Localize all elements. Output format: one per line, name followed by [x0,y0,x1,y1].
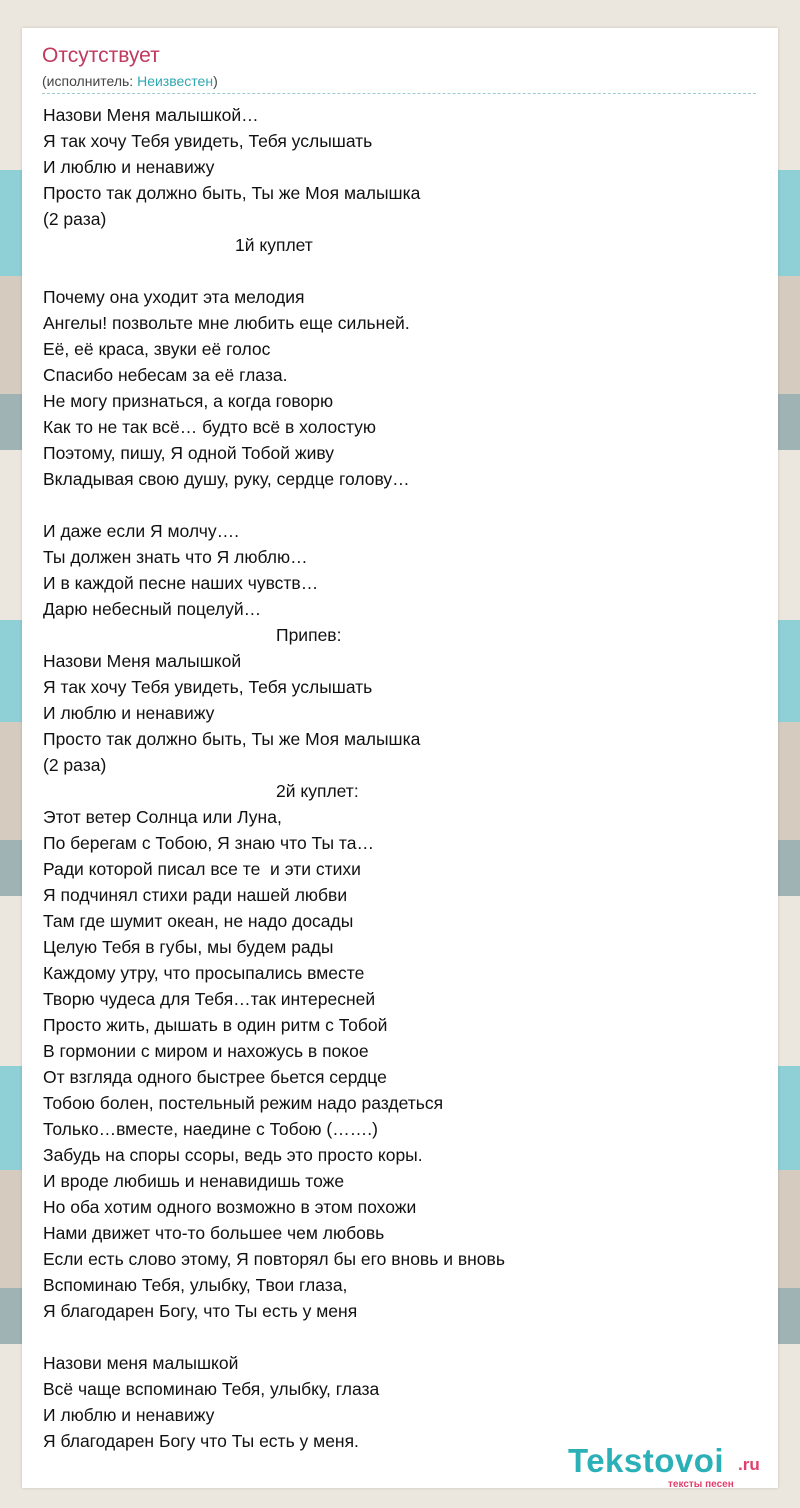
lyric-line: Этот ветер Солнца или Луна, [43,807,282,827]
lyric-line: И люблю и ненавижу [43,157,215,177]
lyric-line: Ради которой писал все те и эти стихи [43,859,361,879]
lyric-line: Просто так должно быть, Ты же Моя малышка [43,183,421,203]
lyric-line: Если есть слово этому, Я повторял бы его вновь и вновь [43,1249,505,1269]
artist-link[interactable]: Неизвестен [137,73,214,89]
lyric-line: Почему она уходит эта мелодия [43,287,305,307]
lyric-line: От взгляда одного быстрее бьется сердце [43,1067,387,1087]
lyric-line: Всё чаще вспоминаю Тебя, улыбку, глаза [43,1379,380,1399]
lyrics-card [22,28,778,1488]
lyric-line: Творю чудеса для Тебя…так интересней [43,989,376,1009]
lyric-line: Припев: [276,625,342,645]
lyric-line: Там где шумит океан, не надо досады [43,911,354,931]
lyric-line: Я благодарен Богу, что Ты есть у меня [43,1301,358,1321]
lyric-line: По берегам с Тобою, Я знаю что Ты та… [43,833,374,853]
lyric-line: (2 раза) [43,209,107,229]
artist-prefix: (исполнитель: [42,73,138,89]
lyric-line: В гормонии с миром и нахожусь в покое [43,1041,369,1061]
artist-suffix: ) [213,73,218,89]
lyric-line: Поэтому, пишу, Я одной Тобой живу [43,443,335,463]
lyric-line: (2 раза) [43,755,107,775]
site-logo[interactable] [568,1442,778,1494]
lyric-line: Я так хочу Тебя увидеть, Тебя услышать [43,677,373,697]
lyric-line: Ты должен знать что Я люблю… [43,547,308,567]
lyric-line: Ангелы! позвольте мне любить еще сильней. [43,313,410,333]
lyric-line: 1й куплет [235,235,313,255]
lyric-line: Дарю небесный поцелуй… [43,599,262,619]
lyric-line: Но оба хотим одного возможно в этом похожи [43,1197,417,1217]
lyric-line: Просто жить, дышать в один ритм с Тобой [43,1015,388,1035]
lyric-line: И вроде любишь и ненавидишь тоже [43,1171,345,1191]
artist-line [42,73,218,89]
logo-wordmark: Tekstovoi [568,1442,725,1479]
lyric-line: И в каждой песне наших чувств… [43,573,319,593]
lyric-line: Её, её краса, звуки её голос [43,339,271,359]
lyric-line: Только…вместе, наедине с Тобою (…….) [43,1119,378,1139]
lyric-line: Я так хочу Тебя увидеть, Тебя услышать [43,131,373,151]
lyric-line: Вкладывая свою душу, руку, сердце голову… [43,469,410,489]
lyric-line: Назови Меня малышкой… [43,105,259,125]
logo-tagline: тексты песен [668,1479,734,1490]
lyrics-text [43,102,763,1454]
lyric-line: Целую Тебя в губы, мы будем рады [43,937,334,957]
lyric-line: Назови меня малышкой [43,1353,239,1373]
lyric-line: Я подчинял стихи ради нашей любви [43,885,348,905]
song-title: Отсутствует [42,44,160,67]
lyric-line [43,258,763,284]
lyric-line: Забудь на споры ссоры, ведь это просто коры. [43,1145,423,1165]
lyric-line: Просто так должно быть, Ты же Моя малышка [43,729,421,749]
lyric-line [43,492,763,518]
lyric-line: И люблю и ненавижу [43,703,215,723]
lyric-line: 2й куплет: [276,781,359,801]
lyric-line: Я благодарен Богу что Ты есть у меня. [43,1431,359,1451]
lyric-line: Спасибо небесам за её глаза. [43,365,288,385]
lyric-line: Как то не так всё… будто всё в холостую [43,417,377,437]
lyric-line: Тобою болен, постельный режим надо раздеться [43,1093,444,1113]
logo-domain: .ru [738,1455,760,1474]
title-divider [42,93,756,94]
lyric-line: Нами движет что-то большее чем любовь [43,1223,385,1243]
lyric-line: И даже если Я молчу…. [43,521,239,541]
lyric-line: Каждому утру, что просыпались вместе [43,963,365,983]
lyric-line: Вспоминаю Тебя, улыбку, Твои глаза, [43,1275,348,1295]
lyric-line: Не могу признаться, а когда говорю [43,391,334,411]
lyric-line [43,1324,763,1350]
lyric-line: Назови Меня малышкой [43,651,242,671]
lyric-line: И люблю и ненавижу [43,1405,215,1425]
